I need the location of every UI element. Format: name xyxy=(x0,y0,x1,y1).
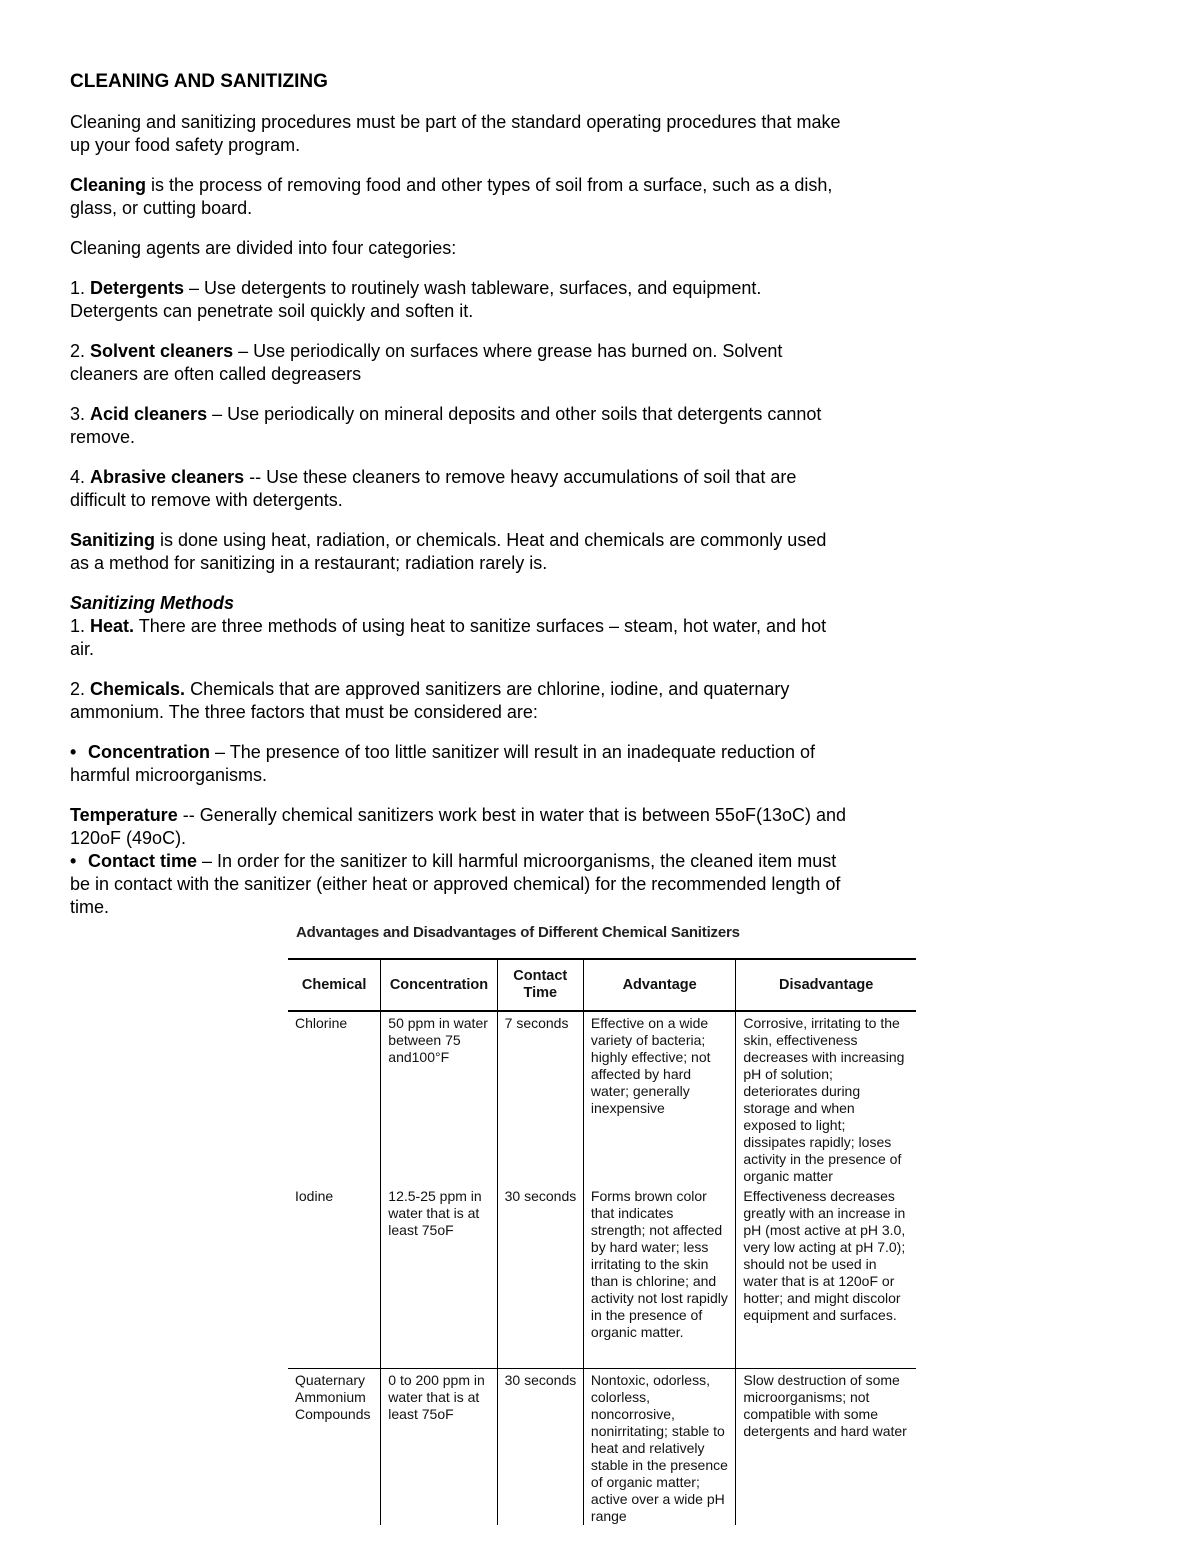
temperature-text: -- Generally chemical sanitizers work best in water that is between 55oF(13oC) and 120oF (49oC). xyxy=(70,805,846,848)
temperature-term: Temperature xyxy=(70,805,178,825)
table-cell: Chlorine xyxy=(295,1015,348,1031)
column-header: Disadvantage xyxy=(736,959,916,1011)
agent-text: – Use periodically on surfaces where grease has burned on. Solvent cleaners are often called degreasers xyxy=(70,341,783,384)
table-cell: Effective on a wide variety of bacteria; highly effective; not affected by hard water; generally inexpensive xyxy=(583,1011,735,1185)
agent-number: 4. xyxy=(70,467,91,487)
page-title: CLEANING AND SANITIZING xyxy=(70,71,328,92)
agent-item xyxy=(70,277,850,323)
table-cell: 0 to 200 ppm in water that is at least 75oF xyxy=(381,1369,497,1526)
table-header-row xyxy=(288,959,916,1011)
agent-number: 3. xyxy=(70,404,91,424)
table-caption: Advantages and Disadvantages of Different Chemical Sanitizers xyxy=(296,924,740,941)
bullet-icon: • xyxy=(70,742,77,762)
contact-time-text: – In order for the sanitizer to kill harmful microorganisms, the cleaned item must be in contact with the sanitizer (either heat or approved chemical) for the recommended length of time. xyxy=(70,851,841,917)
heat-number: 1. xyxy=(70,616,91,636)
bullet-icon: • xyxy=(70,851,77,871)
table-cell: 50 ppm in water between 75 and100°F xyxy=(381,1011,497,1185)
sanitizing-text: is done using heat, radiation, or chemicals. Heat and chemicals are commonly used as a method for sanitizing in a restaurant; radiation rarely is. xyxy=(70,530,827,573)
cleaning-text: is the process of removing food and other types of soil from a surface, such as a dish, glass, or cutting board. xyxy=(70,175,833,218)
temperature-paragraph xyxy=(70,804,850,850)
sanitizing-definition xyxy=(70,529,850,575)
heat-method xyxy=(70,615,850,661)
table-cell: 7 seconds xyxy=(497,1011,583,1185)
column-header: Concentration xyxy=(381,959,497,1011)
table-cell: Slow destruction of some microorganisms; not compatible with some detergents and hard water xyxy=(736,1369,916,1526)
cleaning-term: Cleaning xyxy=(70,175,147,195)
table-cell: Effectiveness decreases greatly with an increase in pH (most active at pH 3.0, very low acting at pH 7.0); should not be used in water that is at 120oF or hotter; and might discolor equipment and surfaces. xyxy=(736,1185,916,1369)
chemical-method xyxy=(70,678,850,724)
table-row xyxy=(288,1185,916,1369)
agent-term: Acid cleaners xyxy=(90,404,208,424)
table-row xyxy=(288,1011,916,1185)
table-cell: Corrosive, irritating to the skin, effectiveness decreases with increasing pH of solution; deteriorates during storage and when exposed to light; dissipates rapidly; loses activity in the presence of organic matter xyxy=(736,1011,916,1185)
agent-item xyxy=(70,403,850,449)
agent-text: – Use detergents to routinely wash tableware, surfaces, and equipment. Detergents can penetrate soil quickly and soften it. xyxy=(70,278,762,321)
table-cell: 30 seconds xyxy=(497,1369,583,1526)
agent-text: -- Use these cleaners to remove heavy accumulations of soil that are difficult to remove with detergents. xyxy=(70,467,797,510)
contact-time-term: Contact time xyxy=(88,851,198,871)
concentration-term: Concentration xyxy=(88,742,211,762)
agent-text: – Use periodically on mineral deposits and other soils that detergents cannot remove. xyxy=(70,404,822,447)
chemical-text: Chemicals that are approved sanitizers are chlorine, iodine, and quaternary ammonium. The three factors that must be considered are: xyxy=(70,679,790,722)
document-body xyxy=(70,70,850,919)
table-cell: Forms brown color that indicates strength; not affected by hard water; less irritating to the skin than is chlorine; and activity not lost rapidly in the presence of organic matter. xyxy=(583,1185,735,1369)
sanitizing-term: Sanitizing xyxy=(70,530,155,550)
column-header: Chemical xyxy=(288,959,381,1011)
column-header: Contact Time xyxy=(497,959,583,1011)
intro-paragraph: Cleaning and sanitizing procedures must be part of the standard operating procedures that make up your food safety program. xyxy=(70,112,841,155)
table-row xyxy=(288,1369,916,1526)
cleaning-definition xyxy=(70,174,850,220)
heat-term: Heat. xyxy=(90,616,135,636)
agent-term: Detergents xyxy=(90,278,185,298)
chemical-number: 2. xyxy=(70,679,91,699)
table-cell: Nontoxic, odorless, colorless, noncorrosive, nonirritating; stable to heat and relatively stable in the presence of organic matter; active over a wide pH range xyxy=(583,1369,735,1526)
contact-time-bullet xyxy=(70,850,850,919)
agent-number: 2. xyxy=(70,341,91,361)
column-header: Advantage xyxy=(583,959,735,1011)
agent-number: 1. xyxy=(70,278,91,298)
concentration-bullet xyxy=(70,741,850,787)
table-cell: Quaternary Ammonium Compounds xyxy=(288,1369,381,1526)
table-cell: 12.5-25 ppm in water that is at least 75oF xyxy=(381,1185,497,1369)
table-cell: Iodine xyxy=(295,1188,334,1204)
methods-heading: Sanitizing Methods xyxy=(70,593,234,613)
concentration-text: – The presence of too little sanitizer will result in an inadequate reduction of harmful microorganisms. xyxy=(70,742,816,785)
sanitizers-table xyxy=(288,958,916,1525)
agent-term: Abrasive cleaners xyxy=(90,467,245,487)
agent-item xyxy=(70,340,850,386)
heat-text: There are three methods of using heat to sanitize surfaces – steam, hot water, and hot air. xyxy=(70,616,827,659)
agent-item xyxy=(70,466,850,512)
table-cell: 30 seconds xyxy=(497,1185,583,1369)
agent-term: Solvent cleaners xyxy=(90,341,234,361)
chemical-term: Chemicals. xyxy=(90,679,186,699)
agents-intro: Cleaning agents are divided into four categories: xyxy=(70,238,457,258)
